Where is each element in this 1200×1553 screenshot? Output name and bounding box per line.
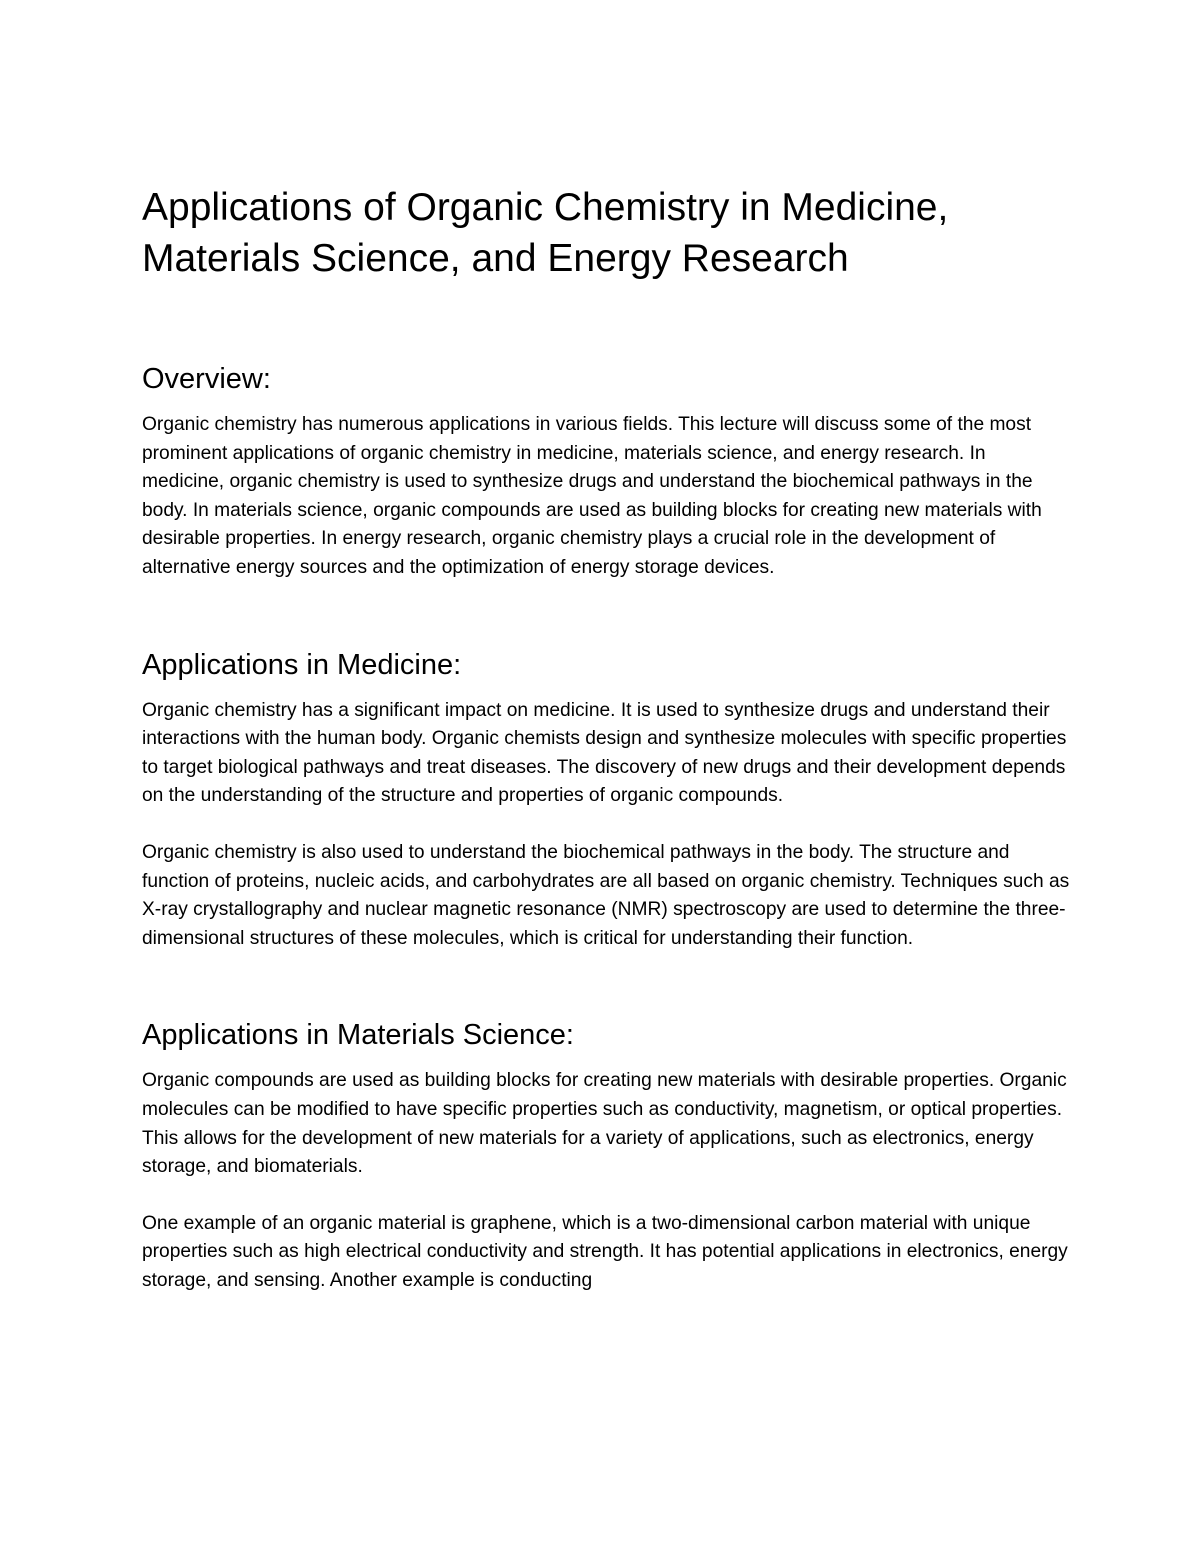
document-title-line-2: Materials Science, and Energy Research: [142, 237, 849, 280]
paragraph-materials-1: Organic compounds are used as building blocks for creating new materials with desirable properties. Organic molecules can be modified to have specific properties such as conductivity, magnetism, or optical properties. This allows for the development of new materials for a variety of applications, such as electronics, energy storage, and biomaterials.: [142, 1070, 1067, 1178]
paragraph-medicine-2: Organic chemistry is also used to understand the biochemical pathways in the body. The structure and function of proteins, nucleic acids, and carbohydrates are all based on organic chemistry. Techniques such as X-ray crystallography and nuclear magnetic resonance (NMR) spectroscopy are used to determine the three-dimensional structures of these molecules, which is critical for understanding their function.: [142, 841, 1070, 949]
paragraph-medicine-1: Organic chemistry has a significant impact on medicine. It is used to synthesize drugs and understand their interactions with the human body. Organic chemists design and synthesize molecules with specific properties to target biological pathways and treat diseases. The discovery of new drugs and their development depends on the understanding of the structure and properties of organic compounds.: [142, 699, 1067, 807]
section-medicine: [142, 647, 1072, 954]
paragraph-overview-1: Organic chemistry has numerous applications in various fields. This lecture will discuss some of the most prominent applications of organic chemistry in medicine, materials science, and energy research. In medicine, organic chemistry is used to synthesize drugs and understand the biochemical pathways in the body. In materials science, organic compounds are used as building blocks for creating new materials with desirable properties. In energy research, organic chemistry plays a crucial role in the development of alternative energy sources and the optimization of energy storage devices.: [142, 414, 1042, 578]
section-materials: [142, 1017, 1072, 1295]
document-body: [142, 182, 1072, 1295]
document-title-line-1: Applications of Organic Chemistry in Medicine,: [142, 186, 949, 229]
section-overview: [142, 361, 1072, 583]
paragraph-materials-2: One example of an organic material is graphene, which is a two-dimensional carbon material with unique properties such as high electrical conductivity and strength. It has potential applications in electronics, energy storage, and sensing. Another example is conducting: [142, 1212, 1068, 1291]
section-heading-medicine: Applications in Medicine:: [142, 648, 462, 681]
section-heading-materials: Applications in Materials Science:: [142, 1019, 574, 1052]
document-title: [142, 182, 1072, 284]
section-heading-overview: Overview:: [142, 363, 271, 395]
